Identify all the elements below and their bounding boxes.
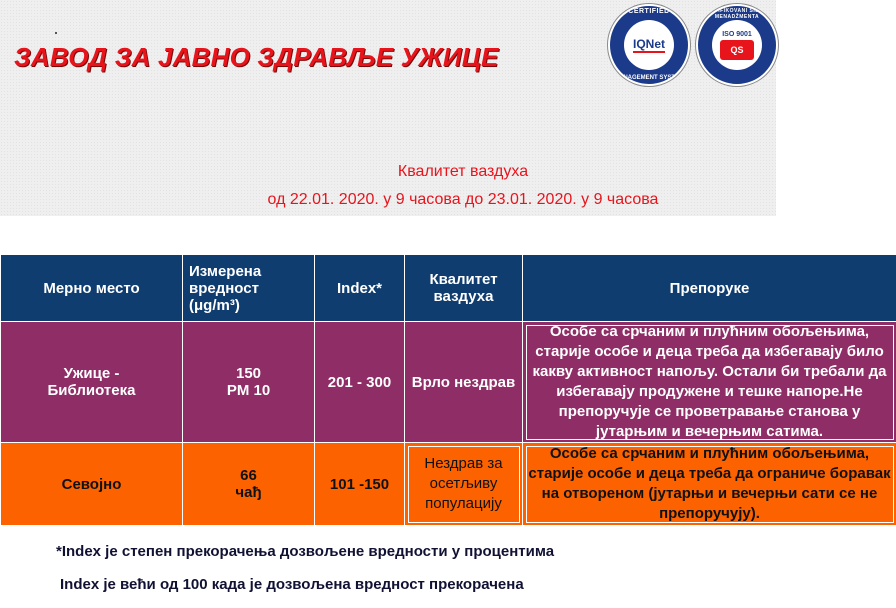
air-quality-table <box>0 254 896 526</box>
report-period: од 22.01. 2020. у 9 часова до 23.01. 2020. у 9 часова <box>267 191 659 208</box>
row-value-number: 150 <box>235 365 262 382</box>
header-measured-line1: Измерена <box>189 262 262 280</box>
header-location: Мерно место <box>1 255 183 322</box>
row-location-line1: Ужице - <box>63 365 120 382</box>
row-value <box>183 322 315 443</box>
row-recommendation: Особе са срчаним и плућним обољењима, старије особе и деца треба да ограниче боравак на отвореном (јутарњи и вечерњи сати се не препоручују). <box>523 443 896 526</box>
dot-mark <box>55 32 57 34</box>
header-measured-line2: вредност <box>189 279 259 297</box>
index-threshold-note: Index је већи од 100 када је дозвољена вредност прекорачена <box>60 576 524 593</box>
row-location-line1: Севојно <box>61 475 122 493</box>
table-row <box>1 443 896 526</box>
iso-ring-top: SERTIFIKOVANI SISTEM MENADŽMENTA <box>702 8 772 20</box>
certification-logos <box>608 4 778 86</box>
iqnet-ring-top: CERTIFIED <box>628 8 670 15</box>
row-location <box>1 443 183 526</box>
header-measured-unit: (μg/m³) <box>189 296 240 314</box>
header-quality <box>405 255 523 322</box>
header-index: Index* <box>315 255 405 322</box>
qs-badge: QS <box>720 40 754 60</box>
header-measured <box>183 255 315 322</box>
row-quality: Нездрав за осетљиву популацију <box>405 443 523 526</box>
header-recommendations: Препоруке <box>523 255 896 322</box>
row-location <box>1 322 183 443</box>
header-quality-line2: ваздуха <box>433 288 494 305</box>
row-quality: Врло нездрав <box>405 322 523 443</box>
iqnet-ring-bottom: MANAGEMENT SYSTEM <box>613 75 684 81</box>
row-value-number: 66 <box>240 467 257 484</box>
row-value-pollutant: чађ <box>235 484 262 501</box>
iso-logo-icon <box>696 4 778 86</box>
row-value <box>183 443 315 526</box>
iqnet-logo-center <box>624 20 674 70</box>
row-location-line2: Библиотека <box>47 382 136 399</box>
row-recommendation: Особе са срчаним и плућним обољењима, старије особе и деца треба да избегавају било какву активност напољу. Остали би требали да избегавају продужене и тешке напоре.Не препоручује се проветравање станова у јутарњим и вечерњим сатима. <box>523 322 896 443</box>
row-index: 201 - 300 <box>315 322 405 443</box>
index-definition-note: *Index је степен прекорачења дозвољене вредности у процентима <box>56 543 555 560</box>
iqnet-word: IQNet <box>632 36 665 51</box>
table-row <box>1 322 896 443</box>
iso-word: ISO 9001 <box>722 30 752 38</box>
row-index: 101 -150 <box>315 443 405 526</box>
report-subtitle: Квалитет ваздуха <box>397 163 529 180</box>
iso-logo-center <box>712 20 762 70</box>
header-quality-line1: Квалитет <box>429 271 498 288</box>
row-value-pollutant: PM 10 <box>226 382 271 399</box>
table-header-row <box>1 255 896 322</box>
iqnet-logo-icon <box>608 4 690 86</box>
organization-title: ЗАВОД ЗА ЈАВНО ЗДРАВЉЕ УЖИЦЕ <box>14 42 499 72</box>
